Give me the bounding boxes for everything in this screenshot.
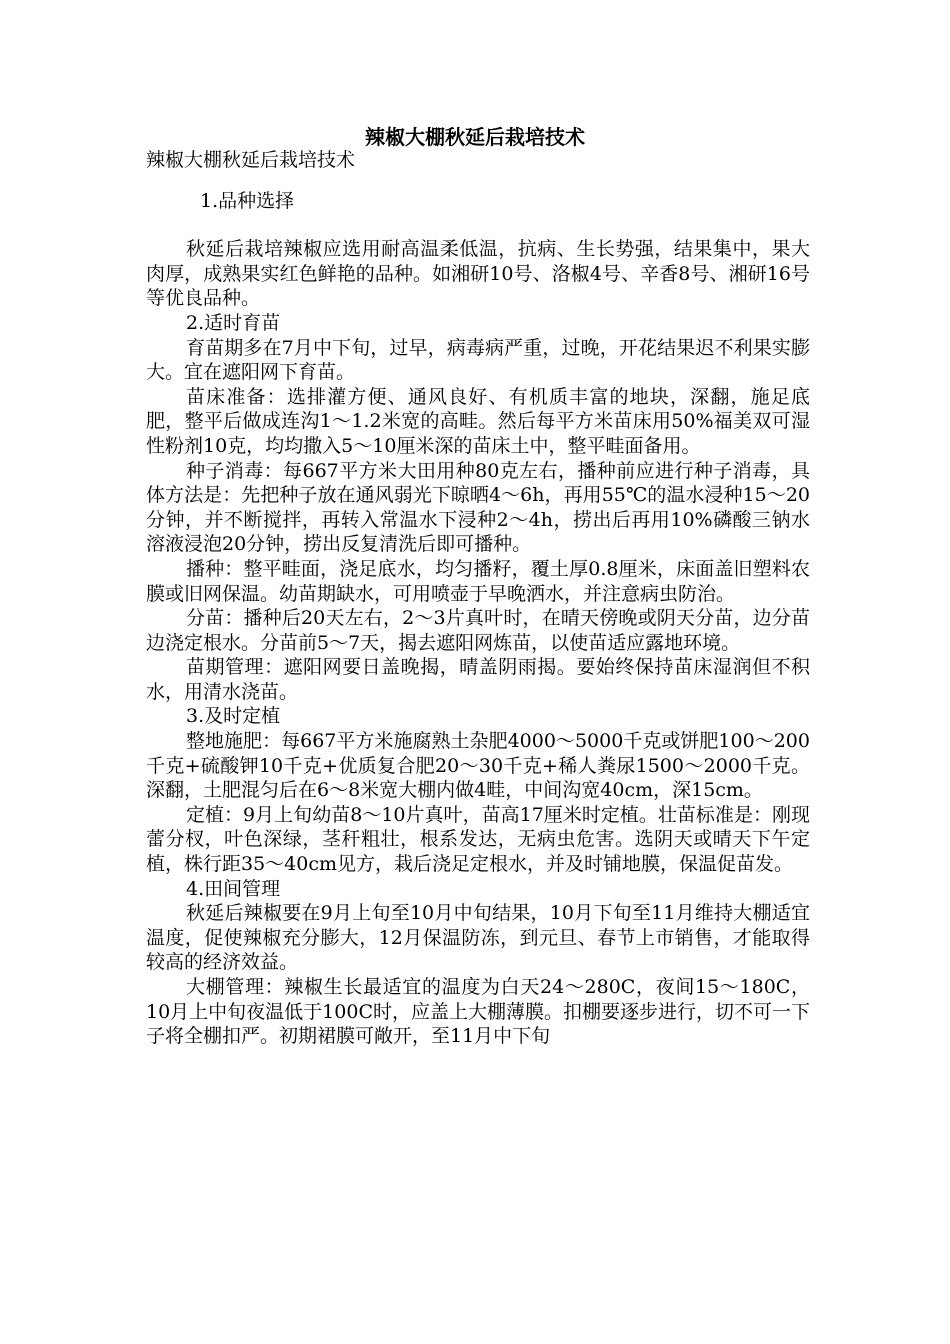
paragraph-fertilizing: 整地施肥：每667平方米施腐熟土杂肥4000～5000千克或饼肥100～200千克+硫酸钾10千克+优质复合肥20～30千克+稀人粪尿1500～2000千克。深翻，土肥混匀后在6～8米宽大棚内做4畦，中间沟宽40cm，深15cm。 — [146, 730, 810, 802]
section-heading-4: 4.田间管理 — [186, 877, 281, 900]
paragraph-seed-disinfection: 种子消毒：每667平方米大田用种80克左右，播种前应进行种子消毒，具体方法是：先把种子放在通风弱光下晾晒4～6h，再用55℃的温水浸种15～20分钟，并不断搅拌，再转入常温水下浸种2～4h，捞出后再用10%磷酸三钠水溶液浸泡20分钟，捞出反复清洗后即可播种。 — [146, 459, 810, 556]
section-heading-2: 2.适时育苗 — [186, 311, 281, 334]
spacer — [146, 173, 810, 189]
paragraph-greenhouse-management: 大棚管理：辣椒生长最适宜的温度为白天24～280C，夜间15～180C，10月上中旬夜温低于100C时，应盖上大棚薄膜。扣棚要逐步进行，切不可一下子将全棚扣严。初期裙膜可敞开，至11月中下旬 — [146, 976, 810, 1048]
paragraph-sowing: 播种：整平畦面，浇足底水，均匀播籽，覆土厚0.8厘米，床面盖旧塑料农膜或旧网保温。幼苗期缺水，可用喷壶于早晚洒水，并注意病虫防治。 — [146, 557, 810, 605]
paragraph-seedling-period: 育苗期多在7月中下旬，过早，病毒病严重，过晚，开花结果迟不利果实膨大。宜在遮阳网下育苗。 — [146, 336, 810, 384]
paragraph-variety: 秋延后栽培辣椒应选用耐高温柔低温，抗病、生长势强，结果集中，果大肉厚，成熟果实红色鲜艳的品种。如湘研10号、洛椒4号、辛香8号、湘研16号等优良品种。 — [146, 238, 810, 310]
document-subtitle: 辣椒大棚秋延后栽培技术 — [146, 149, 356, 171]
paragraph-transplanting: 分苗：播种后20天左右，2～3片真叶时，在晴天傍晚或阴天分苗，边分苗边浇定根水。分苗前5～7天，揭去遮阳网炼苗，以使苗适应露地环境。 — [146, 607, 810, 654]
paragraph-seedbed: 苗床准备：选排灌方便、通风良好、有机质丰富的地块，深翻，施足底肥，整平后做成连沟1～1.2米宽的高畦。然后每平方米苗床用50%福美双可湿性粉剂10克，均均撒入5～10厘米深的苗床土中，整平畦面备用。 — [146, 385, 810, 457]
document-body — [146, 148, 810, 1049]
paragraph-planting: 定植：9月上旬幼苗8～10片真叶，苗高17厘米时定植。壮苗标准是：刚现蕾分杈，叶色深绿，茎秆粗壮，根系发达，无病虫危害。选阴天或晴天下午定植，株行距35～40cm见方，栽后浇足定根水，并及时铺地膜，保温促苗发。 — [146, 803, 810, 876]
document-title: 辣椒大棚秋延后栽培技术 — [365, 125, 585, 149]
section-heading-3: 3.及时定植 — [186, 705, 281, 728]
section-heading-1: 1.品种选择 — [200, 189, 295, 212]
paragraph-field-management: 秋延后辣椒要在9月上旬至10月中旬结果，10月下旬至11月维持大棚适宜温度，促使辣椒充分膨大，12月保温防冻，到元旦、春节上市销售，才能取得较高的经济效益。 — [146, 902, 810, 974]
paragraph-seedling-management: 苗期管理：遮阳网要日盖晚揭，晴盖阴雨揭。要始终保持苗床湿润但不积水，用清水浇苗。 — [146, 656, 810, 703]
spacer — [146, 213, 810, 237]
